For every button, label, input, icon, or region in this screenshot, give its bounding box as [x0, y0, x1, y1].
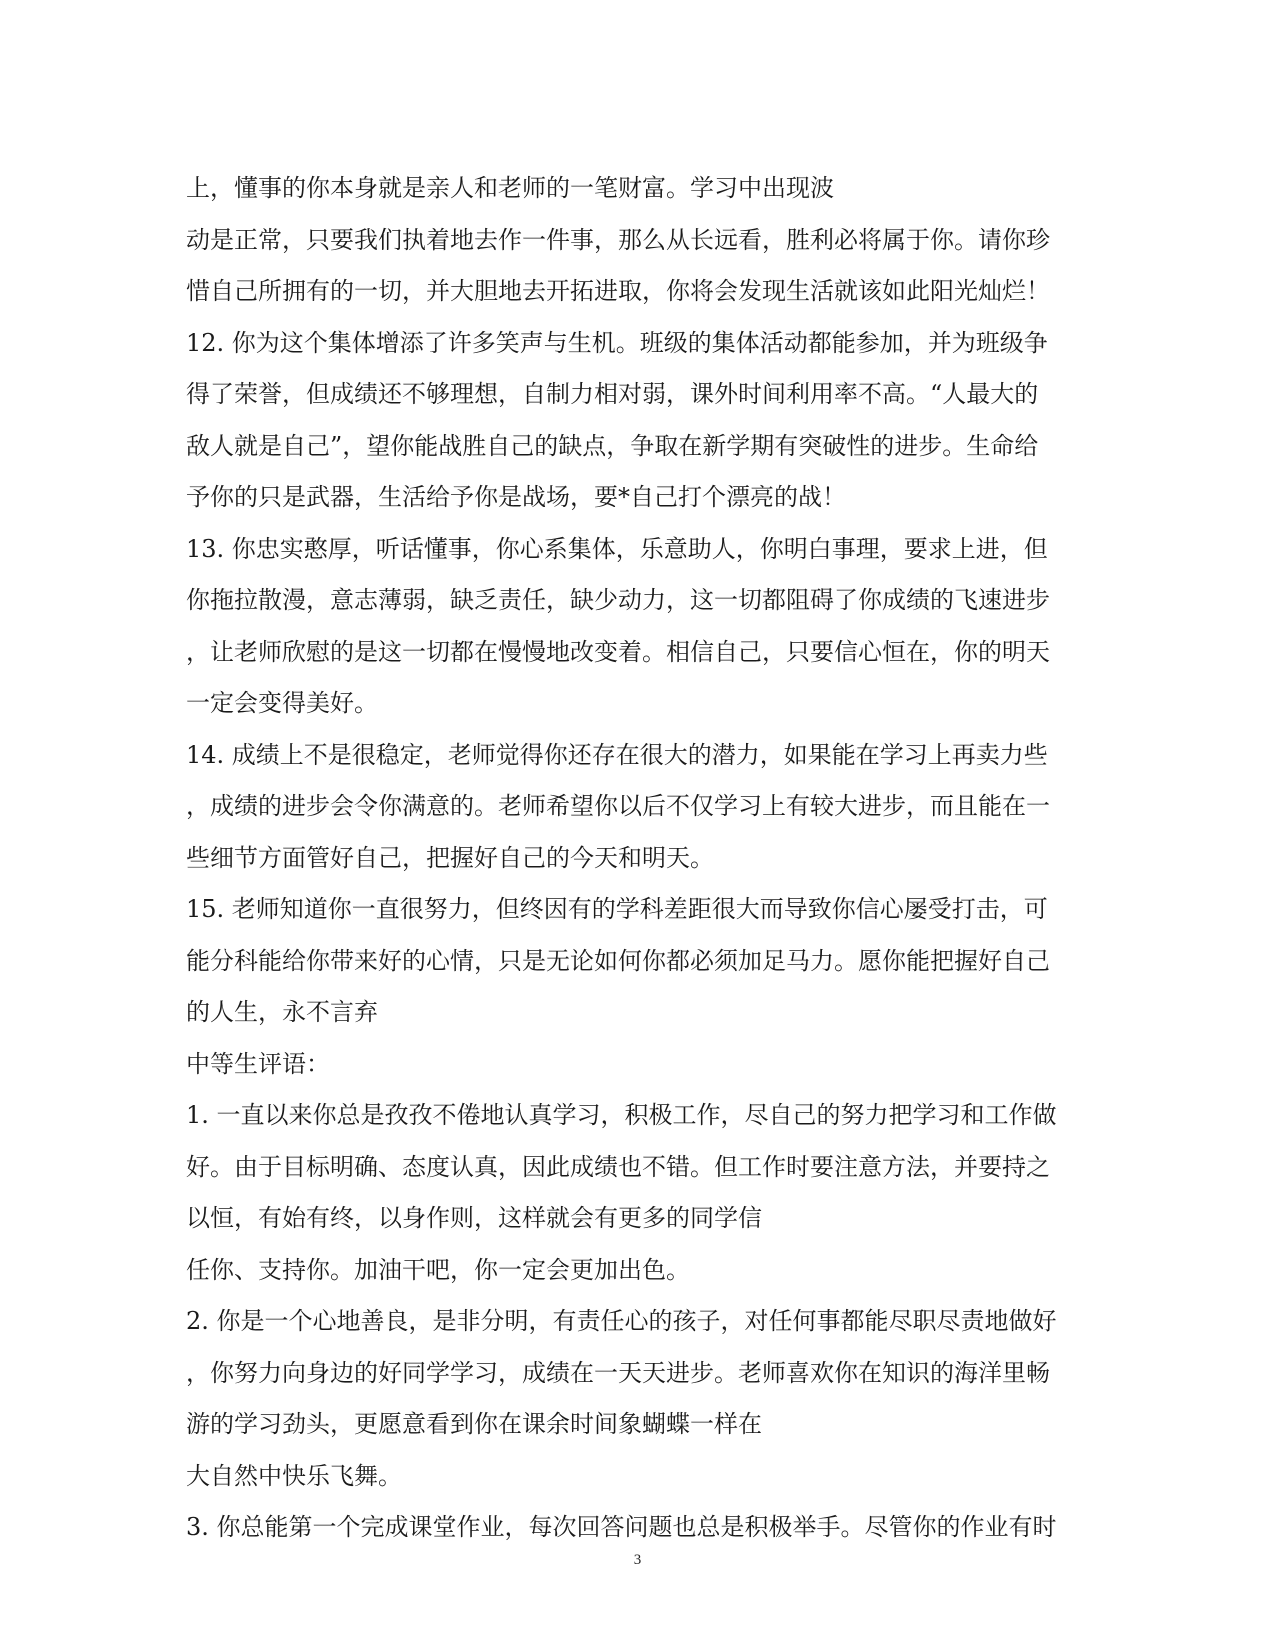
section-heading: 中等生评语： — [186, 1049, 330, 1078]
text-line: ，让老师欣慰的是这一切都在慢慢地改变着。相信自己，只要信心恒在，你的明天 — [186, 637, 1050, 666]
text-line: 15. 老师知道你一直很努力，但终因有的学科差距很大而导致你信心屡受打击，可 — [186, 895, 1048, 923]
text-line: 14. 成绩上不是很稳定，老师觉得你还存在很大的潜力，如果能在学习上再卖力些 — [186, 740, 1048, 769]
text-line: 游的学习劲头，更愿意看到你在课余时间象蝴蝶一样在 — [186, 1410, 762, 1438]
text-line: 上，懂事的你本身就是亲人和老师的一笔财富。学习中出现波 — [186, 174, 834, 202]
text-line: 你拖拉散漫，意志薄弱，缺乏责任，缺少动力，这一切都阻碍了你成绩的飞速进步 — [186, 586, 1050, 614]
text-line: 的人生，永不言弃 — [186, 998, 378, 1026]
text-line: 得了荣誉，但成绩还不够理想，自制力相对弱，课外时间利用率不高。“人最大的 — [186, 380, 1039, 408]
text-line: 13. 你忠实憨厚，听话懂事，你心系集体，乐意助人，你明白事理，要求上进，但 — [186, 534, 1048, 563]
page-number: 3 — [633, 1552, 642, 1568]
text-line: 动是正常，只要我们执着地去作一件事，那么从长远看，胜利必将属于你。请你珍 — [186, 225, 1050, 254]
text-line: 一定会变得美好。 — [186, 689, 378, 717]
text-line: 惜自己所拥有的一切，并大胆地去开拓进取，你将会发现生活就该如此阳光灿烂！ — [186, 277, 1050, 305]
text-line: 12. 你为这个集体增添了许多笑声与生机。班级的集体活动都能参加，并为班级争 — [186, 328, 1048, 357]
text-line: 1. 一直以来你总是孜孜不倦地认真学习，积极工作，尽自己的努力把学习和工作做 — [186, 1101, 1057, 1129]
text-line: 任你、支持你。加油干吧，你一定会更加出色。 — [186, 1255, 690, 1284]
body-text — [186, 163, 1091, 1554]
text-line: 些细节方面管好自己，把握好自己的今天和明天。 — [186, 843, 714, 872]
text-line: 3. 你总能第一个完成课堂作业，每次回答问题也总是积极举手。尽管你的作业有时 — [186, 1513, 1057, 1541]
text-line: 予你的只是武器，生活给予你是战场，要*自己打个漂亮的战！ — [186, 483, 846, 511]
text-line: 2. 你是一个心地善良，是非分明，有责任心的孩子，对任何事都能尽职尽责地做好 — [186, 1307, 1057, 1335]
text-line: 大自然中快乐飞舞。 — [186, 1461, 402, 1490]
text-line: 能分科能给你带来好的心情，只是无论如何你都必须加足马力。愿你能把握好自己 — [186, 946, 1050, 975]
text-line: ，成绩的进步会令你满意的。老师希望你以后不仅学习上有较大进步，而且能在一 — [186, 792, 1050, 820]
text-line: ，你努力向身边的好同学学习，成绩在一天天进步。老师喜欢你在知识的海洋里畅 — [186, 1358, 1050, 1387]
text-line: 以恒，有始有终，以身作则，这样就会有更多的同学信 — [186, 1204, 762, 1232]
text-line: 敌人就是自己”，望你能战胜自己的缺点，争取在新学期有突破性的进步。生命给 — [186, 431, 1039, 460]
text-line: 好。由于目标明确、态度认真，因此成绩也不错。但工作时要注意方法，并要持之 — [186, 1152, 1050, 1181]
